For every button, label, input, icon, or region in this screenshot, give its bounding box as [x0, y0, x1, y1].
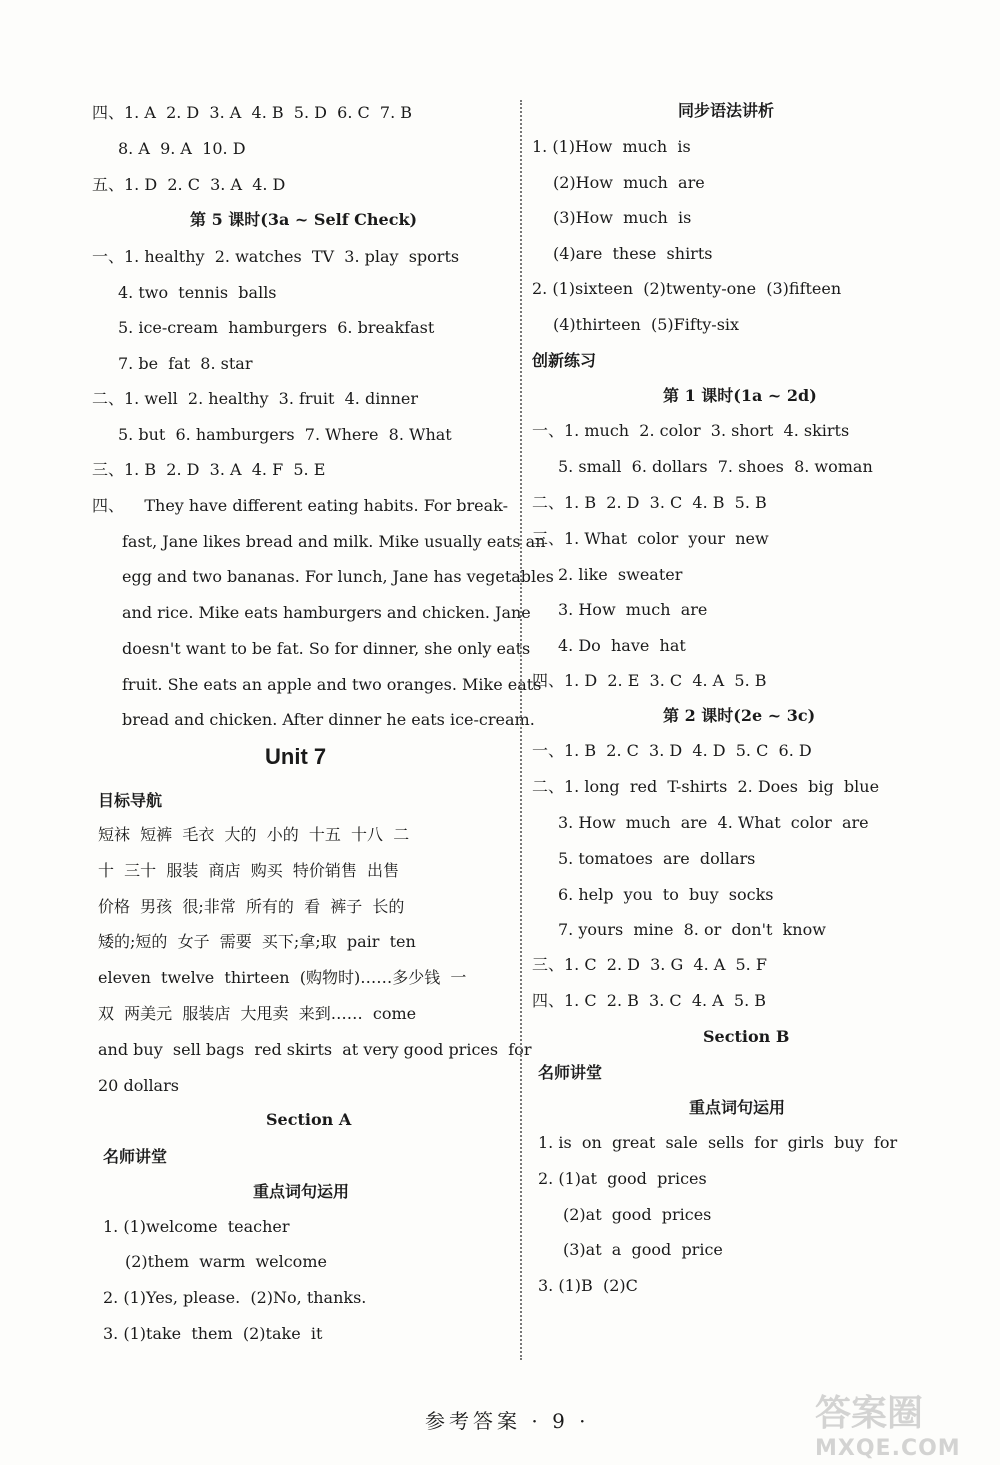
right-line: 二、1. long red T-shirts 2. Does big blue — [532, 777, 880, 796]
right-line: (4)thirteen (5)Fifty-six — [553, 315, 740, 334]
right-line: 3. How much are — [558, 600, 708, 619]
right-line: (2)at good prices — [563, 1205, 712, 1224]
page-footer: 参考答案 · 9 · — [425, 1409, 590, 1433]
right-line: 2. (1)sixteen (2)twenty-one (3)fifteen — [532, 279, 842, 298]
watermark-domain: MXQE.COM — [815, 1436, 961, 1461]
right-line: 1. (1)How much is — [532, 137, 691, 156]
left-line: fruit. She eats an apple and two oranges. Mike eats — [122, 675, 542, 694]
left-line: and rice. Mike eats hamburgers and chicken. Jane — [122, 603, 531, 622]
right-line: 2. (1)at good prices — [538, 1169, 707, 1188]
column-divider — [520, 100, 522, 1360]
right-line: (4)are these shirts — [553, 244, 713, 263]
left-line: 2. (1)Yes, please. (2)No, thanks. — [103, 1288, 367, 1307]
left-line: 目标导航 — [98, 791, 163, 810]
right-line: (2)How much are — [553, 173, 705, 192]
left-line: 矮的;短的 女子 需要 买下;拿;取 pair ten — [98, 932, 416, 951]
right-line: 4. Do have hat — [558, 636, 686, 655]
left-line: 四、1. A 2. D 3. A 4. B 5. D 6. C 7. B — [92, 103, 413, 122]
left-line: 短袜 短裤 毛衣 大的 小的 十五 十八 二 — [98, 825, 410, 844]
unit-title: Unit 7 — [265, 744, 327, 769]
left-line: bread and chicken. After dinner he eats ice-cream. — [122, 710, 535, 729]
right-line: 二、1. B 2. D 3. C 4. B 5. B — [532, 493, 767, 512]
left-line: 二、1. well 2. healthy 3. fruit 4. dinner — [92, 389, 419, 408]
right-line: 3. (1)B (2)C — [538, 1276, 638, 1295]
right-line: 重点词句运用 — [689, 1098, 786, 1117]
right-line: 四、1. C 2. B 3. C 4. A 5. B — [532, 991, 767, 1010]
left-line: 20 dollars — [98, 1076, 179, 1095]
right-line: 一、1. B 2. C 3. D 4. D 5. C 6. D — [532, 741, 812, 760]
left-line: and buy sell bags red skirts at very good prices for — [98, 1040, 532, 1059]
right-line: 三、1. What color your new — [532, 529, 769, 548]
left-line: 1. (1)welcome teacher — [103, 1217, 290, 1236]
left-line: 3. (1)take them (2)take it — [103, 1324, 323, 1343]
right-line: 名师讲堂 — [538, 1063, 603, 1082]
left-line: 4. two tennis balls — [118, 283, 277, 302]
right-line: (3)at a good price — [563, 1240, 723, 1259]
left-line: 三、1. B 2. D 3. A 4. F 5. E — [92, 460, 326, 479]
right-line: 四、1. D 2. E 3. C 4. A 5. B — [532, 671, 767, 690]
left-line: 7. be fat 8. star — [118, 354, 253, 373]
right-line: (3)How much is — [553, 208, 692, 227]
left-line: 五、1. D 2. C 3. A 4. D — [92, 175, 286, 194]
left-line: 十 三十 服装 商店 购买 特价销售 出售 — [98, 861, 400, 880]
left-line: doesn't want to be fat. So for dinner, she only eats — [122, 639, 531, 658]
right-line: 三、1. C 2. D 3. G 4. A 5. F — [532, 955, 767, 974]
left-line: egg and two bananas. For lunch, Jane has vegetables — [122, 567, 554, 586]
right-line: 2. like sweater — [558, 565, 683, 584]
right-line: 1. is on great sale sells for girls buy for — [538, 1133, 898, 1152]
watermark-logo — [815, 1385, 980, 1461]
left-line: 双 两美元 服装店 大甩卖 来到…… come — [98, 1004, 417, 1023]
watermark-text: 答案圈 — [815, 1393, 924, 1434]
left-line: 第 5 课时(3a ~ Self Check) — [190, 210, 418, 229]
left-line: eleven twelve thirteen (购物时)……多少钱 一 — [98, 968, 467, 987]
right-line: 第 2 课时(2e ~ 3c) — [663, 706, 816, 725]
right-line: 同步语法讲析 — [678, 101, 775, 120]
right-line: 7. yours mine 8. or don't know — [558, 920, 826, 939]
right-line: Section B — [703, 1027, 790, 1046]
left-line: 8. A 9. A 10. D — [118, 139, 246, 158]
left-line: (2)them warm welcome — [125, 1252, 327, 1271]
right-line: 5. tomatoes are dollars — [558, 849, 756, 868]
right-line: 一、1. much 2. color 3. short 4. skirts — [532, 421, 850, 440]
left-line: fast, Jane likes bread and milk. Mike usually eats an — [122, 532, 546, 551]
left-line: 5. but 6. hamburgers 7. Where 8. What — [118, 425, 452, 444]
right-line: 5. small 6. dollars 7. shoes 8. woman — [558, 457, 873, 476]
left-line: 名师讲堂 — [103, 1147, 168, 1166]
right-line: 6. help you to buy socks — [558, 885, 774, 904]
left-line: 价格 男孩 很;非常 所有的 看 裤子 长的 — [98, 897, 405, 916]
right-line: 3. How much are 4. What color are — [558, 813, 869, 832]
left-line: 四、 They have different eating habits. For break- — [92, 496, 509, 515]
left-line: Section A — [266, 1110, 352, 1129]
right-line: 创新练习 — [532, 351, 597, 370]
left-line: 一、1. healthy 2. watches TV 3. play sports — [92, 247, 460, 266]
left-line: 5. ice-cream hamburgers 6. breakfast — [118, 318, 435, 337]
left-line: 重点词句运用 — [253, 1182, 350, 1201]
right-line: 第 1 课时(1a ~ 2d) — [663, 386, 817, 405]
